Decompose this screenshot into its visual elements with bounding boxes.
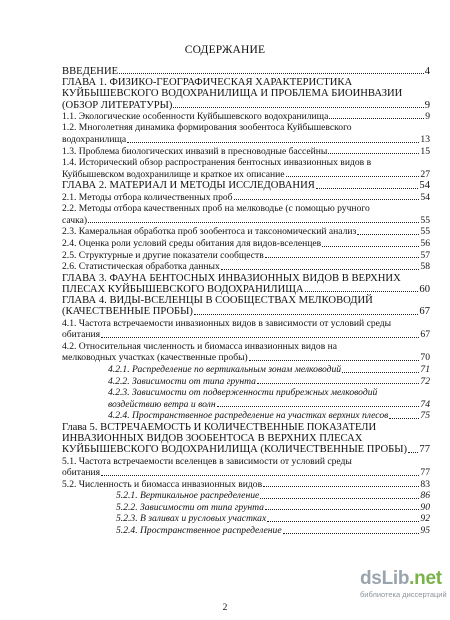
toc-entry — [62, 111, 430, 123]
toc-entry — [62, 203, 430, 215]
toc-entry-page: 27 — [420, 168, 430, 180]
toc-entry-text: ПЛЕСАХ КУЙБЫШЕВСКОГО ВОДОХРАНИЛИЩА — [62, 283, 304, 295]
toc-entry-page: 4 — [424, 66, 430, 77]
dot-leader — [194, 314, 419, 315]
toc-entry-text: ГЛАВА 4. ВИДЫ-ВСЕЛЕНЦЫ В СООБЩЕСТВАХ МЕЛКОВОДИЙ — [62, 295, 373, 307]
dot-leader — [342, 372, 419, 373]
toc-entry — [62, 399, 430, 411]
toc-entry-page: 83 — [420, 478, 430, 490]
toc-entry-page: 60 — [419, 283, 430, 295]
toc-entry-text: 5.2.4. Пространственное распределение — [116, 525, 282, 537]
toc-entry-text: 5.2. Численность и биомасса инвазионных видов — [62, 478, 263, 490]
toc-entry — [62, 192, 430, 204]
toc-entry — [62, 100, 430, 111]
toc-entry-page: 71 — [420, 363, 430, 375]
toc-entry-page: 13 — [420, 134, 430, 145]
toc-entry — [62, 410, 430, 422]
toc-entry-page: 72 — [420, 375, 430, 387]
dot-leader — [267, 521, 419, 522]
dot-leader — [88, 222, 419, 223]
toc-entry-page: 54 — [420, 191, 430, 203]
toc-entry-text: 4.1. Частота встречаемости инвазионных видов в зависимости от условий среды — [62, 317, 392, 329]
dot-leader — [263, 486, 419, 487]
toc-entry-text: Глава 5. ВСТРЕЧАЕМОСТЬ И КОЛИЧЕСТВЕННЫЕ ПОКАЗАТЕЛИ — [62, 421, 377, 433]
toc-entry — [62, 238, 430, 250]
toc-entry — [62, 490, 430, 502]
toc-title: СОДЕРЖАНИЕ — [184, 44, 266, 56]
dot-leader — [357, 234, 419, 235]
toc-entry — [62, 329, 430, 341]
toc-entry-text: водохранилища — [62, 134, 127, 145]
dot-leader — [173, 107, 423, 108]
toc-entry-text: 1.3. Проблема биологических инвазий в пресноводные бассейны — [62, 145, 328, 157]
watermark-logo-text: dsLib.net — [360, 568, 442, 589]
toc-entry — [62, 226, 430, 238]
toc-entry — [62, 467, 430, 479]
dot-leader — [234, 199, 420, 200]
toc-entry — [62, 479, 430, 491]
toc-entry — [62, 456, 430, 468]
dot-leader — [328, 153, 419, 154]
dot-leader — [127, 142, 419, 143]
toc-entry-text: 5.1. Частота встречаемости вселенцев в зависимости от условий среды — [62, 455, 352, 467]
toc-entry-page: 56 — [420, 237, 430, 249]
toc-entry — [62, 261, 430, 273]
toc-entry-text: 5.2.1. Вертикальное распределение — [116, 490, 260, 502]
dot-leader — [260, 498, 419, 499]
toc-entry-page: 9 — [424, 99, 430, 111]
toc-entry-page: 57 — [420, 249, 430, 261]
dot-leader — [389, 418, 419, 419]
toc-entry-text: 5.2.2. Зависимости от типа грунта — [116, 501, 264, 513]
dot-leader — [119, 73, 424, 74]
toc-entry-page: 55 — [420, 214, 430, 226]
toc-entry-page: 70 — [420, 352, 430, 364]
toc-entry-page: 9 — [425, 110, 430, 122]
toc-entry — [62, 525, 430, 537]
dot-leader — [249, 360, 420, 361]
toc-entry-text: КУЙБЫШЕВСКОГО ВОДОХРАНИЛИЩА И ПРОБЛЕМА БИОИНВАЗИИ — [62, 88, 403, 100]
toc-entry — [62, 422, 430, 433]
dot-leader — [265, 509, 419, 510]
toc-entry-text: обитания — [62, 329, 101, 341]
toc-entry — [62, 364, 430, 376]
toc-entry — [62, 250, 430, 262]
toc-entry-text: 1.4. Исторический обзор распространения бентосных инвазионных видов в — [62, 157, 372, 169]
toc-entry-text: Куйбышевском водохранилище и краткое их описание — [62, 168, 285, 180]
toc-entry — [62, 122, 430, 134]
toc-entry-text: 2.1. Методы отбора количественных проб — [62, 191, 233, 203]
toc-entry — [62, 134, 430, 146]
toc-entry-text: 4.2. Относительная численность и биомасса инвазионных видов на — [62, 340, 338, 352]
toc-entry-page: 90 — [420, 501, 430, 513]
toc-entry-text: 4.2.3. Зависимости от подверженности прибрежных мелководий — [108, 387, 378, 399]
toc-entry — [62, 387, 430, 399]
dot-leader — [322, 246, 419, 247]
toc-entry-text: мелководных участках (качественные пробы) — [62, 352, 248, 364]
toc-entry-page: 55 — [420, 226, 430, 238]
toc-entry-page: 77 — [419, 444, 430, 456]
toc-entry-page: 77 — [420, 467, 430, 479]
toc-entry — [62, 66, 430, 77]
toc-entry — [62, 284, 430, 295]
toc-entry — [62, 88, 430, 99]
dot-leader — [217, 406, 420, 407]
toc-entry — [62, 502, 430, 514]
toc-entry-text: ВВЕДЕНИЕ — [62, 66, 119, 77]
toc-entry-text: ГЛАВА 3. ФАУНА БЕНТОСНЫХ ИНВАЗИОННЫХ ВИДОВ В ВЕРХНИХ — [62, 272, 401, 284]
toc-entry-page: 95 — [420, 525, 430, 537]
toc-entry-text: 5.2.3. В заливах и русловых участках — [116, 513, 267, 525]
toc-entry-text: КУЙБЫШЕВСКОГО ВОДОХРАНИЛИЩА (КОЛИЧЕСТВЕННЫЕ ПРОБЫ) — [62, 444, 407, 456]
toc-entry-page: 74 — [420, 398, 430, 410]
toc-entry-text: 2.3. Камеральная обработка проб зообентоса и таксономический анализ — [62, 226, 357, 238]
toc-entry-text: 2.6. Статистическая обработка данных — [62, 261, 220, 273]
toc-entry — [62, 306, 430, 317]
toc-entry-page: 75 — [420, 410, 430, 422]
toc-entry — [62, 295, 430, 306]
toc-entry — [62, 215, 430, 227]
toc-entry — [62, 513, 430, 525]
toc-entry-page: 58 — [420, 261, 430, 273]
dot-leader — [257, 383, 419, 384]
toc-entry-text: 1.2. Многолетняя динамика формирования зообентоса Куйбышевского — [62, 122, 352, 134]
dot-leader — [283, 533, 420, 534]
toc-entry-page: 92 — [420, 513, 430, 525]
dot-leader — [101, 337, 419, 338]
toc-entry-text: ИНВАЗИОННЫХ ВИДОВ ЗООБЕНТОСА В ВЕРХНИХ ПЛЕСАХ — [62, 433, 363, 445]
toc-entry — [62, 273, 430, 284]
dot-leader — [329, 118, 424, 119]
dot-leader — [221, 269, 420, 270]
page-number: 2 — [222, 603, 228, 613]
dot-leader — [305, 291, 419, 292]
toc-entry — [62, 146, 430, 158]
watermark-subtitle: библиотека диссертаций — [360, 590, 447, 599]
toc-entry — [62, 180, 430, 191]
table-of-contents — [62, 66, 430, 537]
toc-entry-text: ГЛАВА 1. ФИЗИКО-ГЕОГРАФИЧЕСКАЯ ХАРАКТЕРИСТИКА — [62, 77, 353, 89]
toc-entry — [62, 352, 430, 364]
toc-entry-page: 15 — [420, 145, 430, 157]
toc-entry-text: 4.2.2. Зависимости от типа грунта — [108, 375, 256, 387]
toc-entry-text: 4.2.1. Распределение по вертикальным зонам мелководий — [108, 363, 342, 375]
dot-leader — [265, 257, 420, 258]
toc-entry — [62, 169, 430, 181]
toc-entry-text: (ОБЗОР ЛИТЕРАТУРЫ) — [62, 99, 173, 111]
toc-entry-text: 4.2.4. Пространственное распределение на участках верхних плесов — [108, 410, 389, 422]
toc-entry-text: обитания — [62, 467, 101, 479]
toc-entry — [62, 341, 430, 353]
toc-entry — [62, 318, 430, 330]
toc-entry-text: сачка) — [62, 214, 88, 226]
toc-entry-text: (КАЧЕСТВЕННЫЕ ПРОБЫ) — [62, 306, 193, 318]
toc-entry-text: 2.5. Структурные и другие показатели сообществ — [62, 249, 264, 261]
toc-entry-page: 86 — [420, 490, 430, 502]
dot-leader — [286, 176, 420, 177]
dot-leader — [101, 475, 419, 476]
toc-entry — [62, 444, 430, 455]
toc-entry-page: 67 — [420, 329, 430, 341]
toc-entry-text: воздействию ветра и волн — [108, 398, 216, 410]
dot-leader — [408, 452, 418, 453]
toc-entry — [62, 77, 430, 88]
toc-entry-page: 54 — [419, 180, 430, 192]
toc-entry — [62, 157, 430, 169]
watermark-logo — [360, 569, 450, 615]
toc-entry-text: 2.4. Оценка роли условий среды обитания для видов-вселенцев — [62, 237, 322, 249]
toc-entry-text: ГЛАВА 2. МАТЕРИАЛ И МЕТОДЫ ИССЛЕДОВАНИЯ — [62, 180, 315, 192]
toc-entry-page: 67 — [419, 306, 430, 318]
toc-entry-text: 1.1. Экологические особенности Куйбышевского водохранилища — [62, 110, 329, 122]
toc-entry-text: 2.2. Методы отбора качественных проб на мелководье (с помощью ручного — [62, 203, 370, 215]
toc-entry — [62, 376, 430, 388]
toc-entry — [62, 433, 430, 444]
dot-leader — [316, 188, 419, 189]
